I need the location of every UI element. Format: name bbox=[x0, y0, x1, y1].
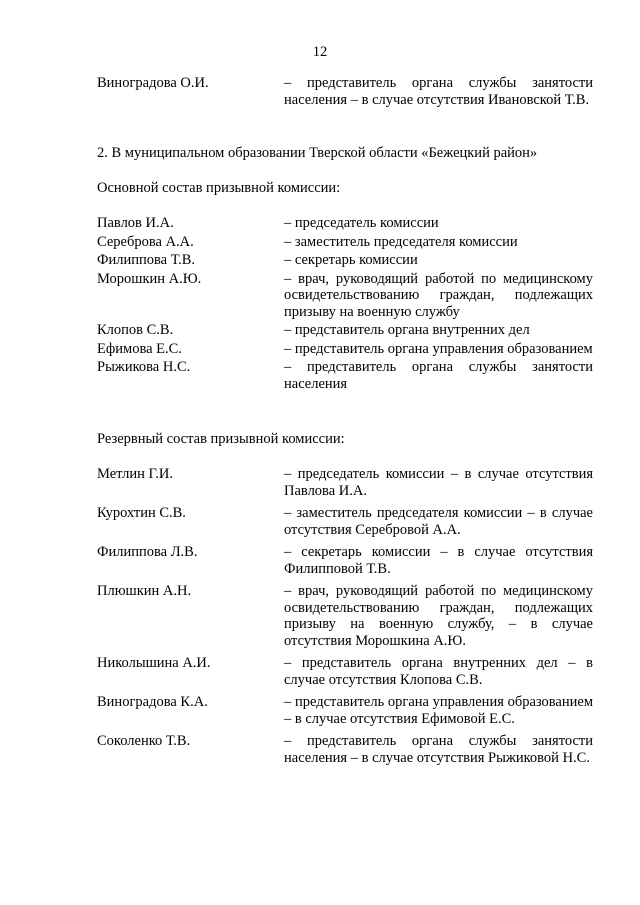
member-role: – заместитель председателя комиссии bbox=[284, 233, 518, 250]
member-role: – секретарь комиссии bbox=[284, 252, 418, 268]
member-name: Ефимова Е.С. bbox=[97, 340, 182, 357]
member-name: Соколенко Т.В. bbox=[97, 733, 191, 749]
member-row bbox=[97, 733, 593, 766]
member-name: Курохтин С.В. bbox=[97, 505, 186, 521]
member-role: – представитель органа службы занятости населения – в случае отсутствия Ивановской Т.В. bbox=[284, 75, 593, 108]
member-role: – врач, руководящий работой по медицинскому освидетельствованию граждан, подлежащих призыву на военную службу bbox=[284, 270, 593, 320]
member-name: Филиппова Л.В. bbox=[97, 544, 198, 560]
member-role: – представитель органа службы занятости населения bbox=[284, 359, 593, 392]
member-role: – представитель органа службы занятости населения – в случае отсутствия Рыжиковой Н.С. bbox=[284, 733, 593, 766]
member-row bbox=[97, 359, 593, 392]
main-member-list bbox=[97, 215, 593, 394]
top-entry bbox=[97, 75, 593, 110]
member-row bbox=[97, 322, 593, 339]
member-row bbox=[97, 271, 593, 321]
member-row bbox=[97, 234, 593, 251]
member-row bbox=[97, 583, 593, 649]
member-name: Виноградова К.А. bbox=[97, 694, 208, 710]
member-name: Павлов И.А. bbox=[97, 215, 174, 231]
member-row bbox=[97, 544, 593, 577]
member-name: Плюшкин А.Н. bbox=[97, 583, 192, 599]
member-name: Морошкин А.Ю. bbox=[97, 270, 202, 287]
member-name: Сереброва А.А. bbox=[97, 233, 194, 250]
member-row bbox=[97, 505, 593, 538]
reserve-member-list bbox=[97, 466, 593, 772]
member-row bbox=[97, 466, 593, 499]
member-name: Николышина А.И. bbox=[97, 655, 211, 671]
member-role: – председатель комиссии – в случае отсутствия Павлова И.А. bbox=[284, 466, 593, 499]
main-composition-heading: Основной состав призывной комиссии: bbox=[97, 180, 341, 196]
member-row bbox=[97, 215, 593, 232]
member-role: – представитель органа внутренних дел bbox=[284, 322, 530, 338]
member-role: – председатель комиссии bbox=[284, 215, 439, 231]
member-role: – представитель органа управления образованием bbox=[284, 340, 593, 357]
reserve-composition-heading: Резервный состав призывной комиссии: bbox=[97, 431, 345, 447]
member-role: – врач, руководящий работой по медицинскому освидетельствованию граждан, подлежащих призыву на военную службу, – в случае отсутствия Морошкина А.Ю. bbox=[284, 583, 593, 649]
member-row bbox=[97, 655, 593, 688]
member-row bbox=[97, 694, 593, 727]
member-name: Метлин Г.И. bbox=[97, 466, 173, 482]
section-title: 2. В муниципальном образовании Тверской области «Бежецкий район» bbox=[97, 145, 538, 161]
member-name: Филиппова Т.В. bbox=[97, 252, 196, 268]
member-row bbox=[97, 341, 593, 358]
member-row bbox=[97, 252, 593, 269]
member-role: – представитель органа внутренних дел – в случае отсутствия Клопова С.В. bbox=[284, 655, 593, 688]
member-role: – заместитель председателя комиссии – в случае отсутствия Серебровой А.А. bbox=[284, 505, 593, 538]
page-number: 12 bbox=[312, 44, 328, 60]
member-row bbox=[97, 75, 593, 108]
member-role: – секретарь комиссии – в случае отсутствия Филипповой Т.В. bbox=[284, 544, 593, 577]
member-role: – представитель органа управления образованием – в случае отсутствия Ефимовой Е.С. bbox=[284, 694, 593, 727]
member-name: Клопов С.В. bbox=[97, 322, 174, 338]
member-name: Виноградова О.И. bbox=[97, 75, 209, 91]
member-name: Рыжикова Н.С. bbox=[97, 359, 191, 375]
